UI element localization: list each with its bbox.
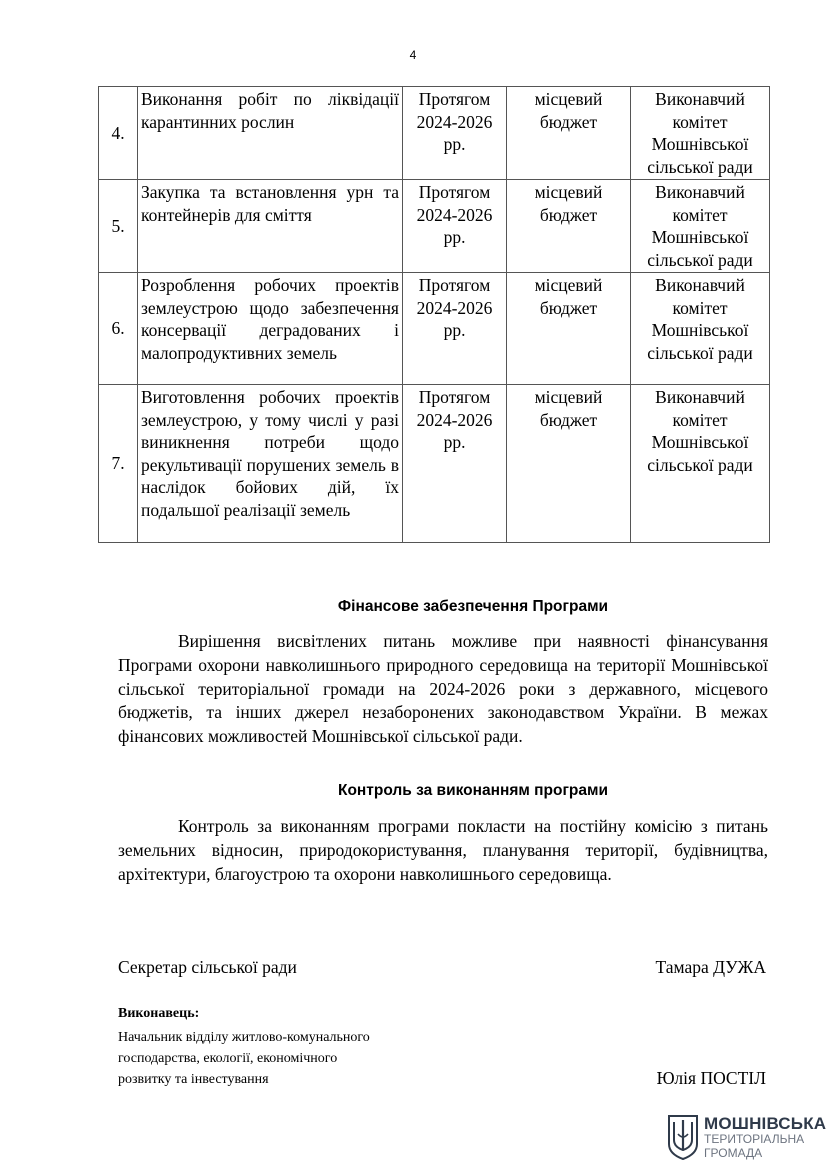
responsible-executor: Виконавчий комітет Мошнівської сільської ради (631, 180, 770, 273)
community-logo (666, 1112, 826, 1162)
table-row (99, 87, 770, 180)
funding-source: місцевий бюджет (507, 273, 631, 385)
executor-name: Юлія ПОСТІЛ (656, 1068, 766, 1088)
measure-term: Протягом 2024-2026 рр. (403, 87, 507, 180)
secretary-title: Секретар сільської ради (118, 957, 297, 977)
funding-source: місцевий бюджет (507, 385, 631, 543)
row-number: 6. (99, 273, 138, 385)
measure-name: Закупка та встановлення урн та контейнерів для сміття (138, 180, 403, 273)
page-number: 4 (409, 48, 417, 62)
row-number: 5. (99, 180, 138, 273)
table-row (99, 385, 770, 543)
measure-term: Протягом 2024-2026 рр. (403, 273, 507, 385)
measure-name: Виконання робіт по ліквідації карантинних рослин (138, 87, 403, 180)
row-number: 7. (99, 385, 138, 543)
financing-heading: Фінансове забезпечення Програми (337, 598, 609, 615)
funding-source: місцевий бюджет (507, 180, 631, 273)
measure-name: Виготовлення робочих проектів землеустрою, у тому числі у разі виникнення потреби щодо рекультивації порушених земель в наслідок бойових дій, їх подальшої реалізації земель (138, 385, 403, 543)
secretary-name: Тамара ДУЖА (655, 957, 766, 977)
responsible-executor: Виконавчий комітет Мошнівської сільської ради (631, 87, 770, 180)
executor-label: Виконавець: (118, 1006, 200, 1021)
trident-icon (666, 1114, 700, 1160)
measure-term: Протягом 2024-2026 рр. (403, 180, 507, 273)
executor-position: Начальник відділу житлово-комунального господарства, екології, економічного розвитку та інвестування (118, 1030, 370, 1087)
responsible-executor: Виконавчий комітет Мошнівської сільської ради (631, 385, 770, 543)
control-text: Контроль за виконанням програми покласти на постійну комісію з питань земельних відносин, природокористування, планування території, будівництва, архітектури, благоустрою та охорони навколишнього середовища. (118, 816, 768, 884)
responsible-executor: Виконавчий комітет Мошнівської сільської ради (631, 273, 770, 385)
control-paragraph (118, 815, 768, 886)
table-row (99, 180, 770, 273)
financing-text: Вирішення висвітлених питань можливе при наявності фінансування Програми охорони навколишнього природного середовища на території Мошнівської сільської територіальної громади на 2024-2026 роки з державного, місцевого бюджетів, та інших джерел незаборонених законодавством України. В межах фінансових можливостей Мошнівської сільської ради. (118, 631, 768, 747)
control-heading: Контроль за виконанням програми (338, 782, 608, 799)
logo-line-1: МОШНІВСЬКА (704, 1114, 826, 1133)
logo-line-2: ТЕРИТОРІАЛЬНА (704, 1132, 805, 1146)
measure-term: Протягом 2024-2026 рр. (403, 385, 507, 543)
funding-source: місцевий бюджет (507, 87, 631, 180)
logo-line-3: ГРОМАДА (704, 1146, 763, 1160)
measures-table (98, 86, 770, 543)
measure-name: Розроблення робочих проектів землеустрою щодо забезпечення консервації деградованих і малопродуктивних земель (138, 273, 403, 385)
table-row (99, 273, 770, 385)
financing-paragraph (118, 630, 768, 749)
row-number: 4. (99, 87, 138, 180)
